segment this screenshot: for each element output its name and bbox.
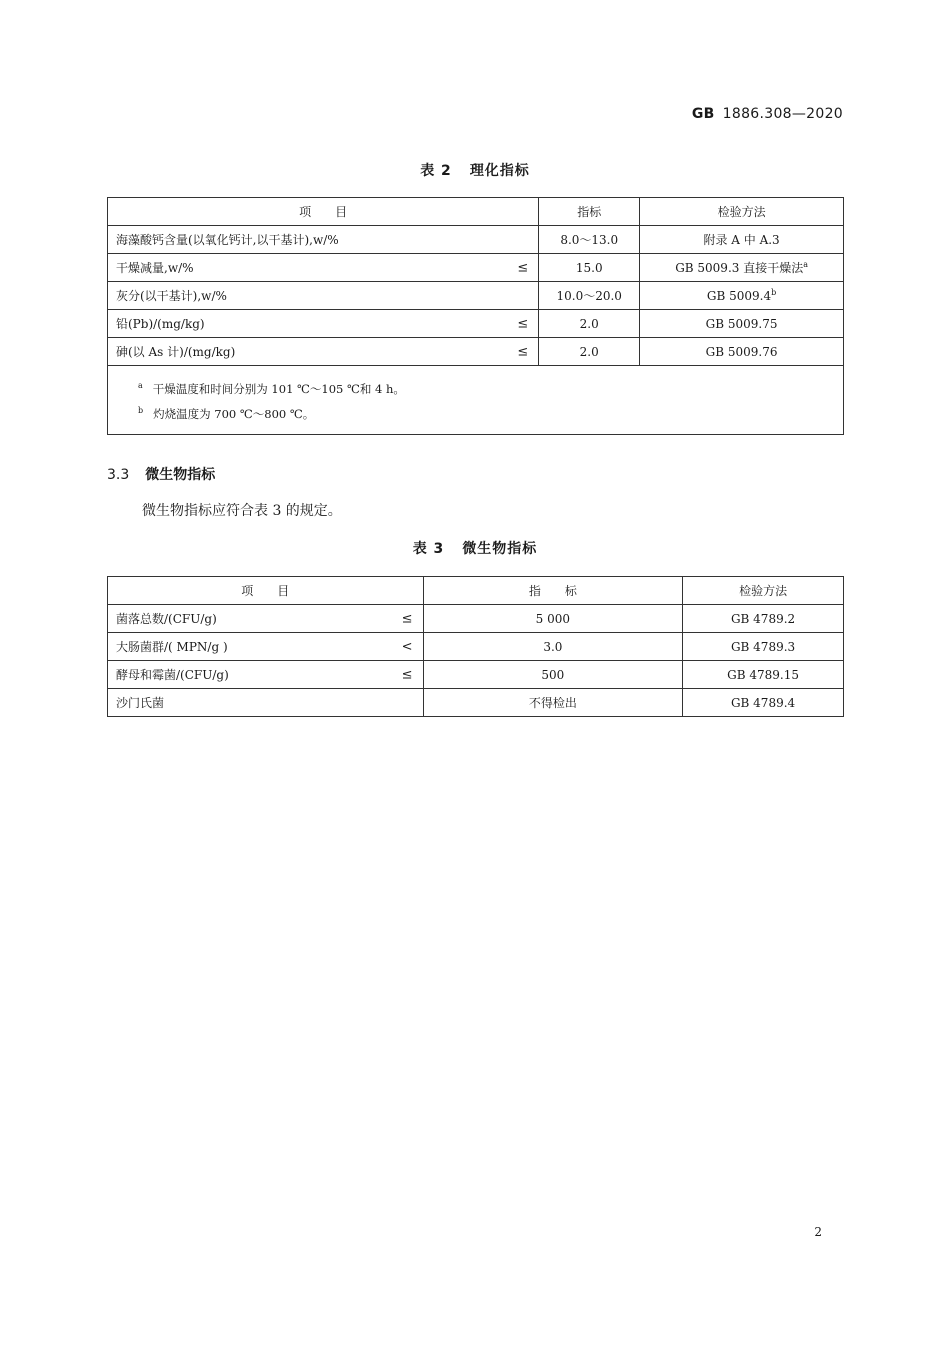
standard-code <box>692 106 843 122</box>
row-value: 5 000 <box>423 605 683 633</box>
method-text: GB 5009.3 直接干燥法 <box>675 261 804 275</box>
row-method: GB 4789.4 <box>683 689 844 717</box>
row-item <box>108 226 539 254</box>
row-item <box>108 310 539 338</box>
row-method <box>640 226 844 254</box>
row-method: GB 4789.2 <box>683 605 844 633</box>
table3-header-row <box>108 577 844 605</box>
table-row <box>108 661 844 689</box>
row-item <box>108 689 424 717</box>
table2-caption <box>0 160 950 180</box>
table3-caption-title: 微生物指标 <box>462 541 538 557</box>
row-item <box>108 661 424 689</box>
table-row <box>108 605 844 633</box>
table-row <box>108 254 844 282</box>
standard-number: 1886.308—2020 <box>722 106 843 122</box>
table2-caption-title: 理化指标 <box>469 163 530 179</box>
row-value: 不得检出 <box>423 689 683 717</box>
row-item <box>108 282 539 310</box>
item-text: 菌落总数/(CFU/g) <box>116 612 217 626</box>
item-text: 沙门氏菌 <box>116 696 165 710</box>
row-method <box>640 338 844 366</box>
table-row <box>108 689 844 717</box>
item-text: 灰分(以干基计),w/% <box>116 289 227 303</box>
table2-header-row <box>108 198 844 226</box>
comparison-symbol: ≤ <box>517 316 529 331</box>
table2-header-item: 项 目 <box>108 198 539 226</box>
table-row <box>108 310 844 338</box>
footnote-text: 干燥温度和时间分别为 101 ℃～105 ℃和 4 h。 <box>152 382 405 396</box>
standard-prefix: GB <box>691 106 715 122</box>
table-row <box>108 226 844 254</box>
table2-header-method: 检验方法 <box>640 198 844 226</box>
row-item <box>108 254 539 282</box>
footnote-ref: a <box>803 260 808 269</box>
table2-footnote-row <box>108 366 844 435</box>
table3-header-item: 项 目 <box>108 577 424 605</box>
section-heading <box>107 464 215 484</box>
row-method <box>640 254 844 282</box>
item-text: 干燥减量,w/% <box>116 261 194 275</box>
method-text: GB 5009.75 <box>705 316 778 331</box>
footnote-mark: b <box>138 406 144 415</box>
comparison-symbol: ≤ <box>401 667 413 682</box>
table3-caption <box>0 538 950 558</box>
row-item <box>108 605 424 633</box>
row-method: GB 4789.3 <box>683 633 844 661</box>
page-number: 2 <box>814 1225 822 1239</box>
comparison-symbol: ≤ <box>517 344 529 359</box>
footnote-ref: b <box>771 288 777 297</box>
row-value: 2.0 <box>539 338 640 366</box>
item-text: 海藻酸钙含量(以氧化钙计,以干基计),w/% <box>116 233 339 247</box>
table3-header-value: 指 标 <box>423 577 683 605</box>
table2-caption-number: 表 2 <box>420 163 452 179</box>
item-text: 酵母和霉菌/(CFU/g) <box>116 668 229 682</box>
row-value: 15.0 <box>539 254 640 282</box>
section-number: 3.3 <box>107 467 130 483</box>
footnote-b <box>138 400 813 425</box>
row-value: 10.0～20.0 <box>539 282 640 310</box>
row-item <box>108 338 539 366</box>
footnote-a <box>138 375 813 400</box>
comparison-symbol: ≤ <box>401 611 413 626</box>
row-method: GB 4789.15 <box>683 661 844 689</box>
table3-header-method: 检验方法 <box>683 577 844 605</box>
method-text: GB 5009.76 <box>705 344 778 359</box>
table3-caption-number: 表 3 <box>412 541 445 557</box>
table2-header-value: 指标 <box>539 198 640 226</box>
section-paragraph: 微生物指标应符合表 3 的规定。 <box>142 503 342 519</box>
table-row <box>108 282 844 310</box>
footnote-text: 灼烧温度为 700 ℃～800 ℃。 <box>153 406 315 421</box>
table-row <box>108 633 844 661</box>
row-method <box>640 282 844 310</box>
row-value: 3.0 <box>423 633 683 661</box>
item-text: 砷(以 As 计)/(mg/kg) <box>116 345 236 359</box>
method-text: GB 5009.4 <box>706 289 772 303</box>
method-text: 附录 A 中 A.3 <box>703 233 780 247</box>
section-title: 微生物指标 <box>145 467 216 483</box>
row-value: 500 <box>423 661 683 689</box>
comparison-symbol: ≤ <box>517 260 529 275</box>
item-text: 大肠菌群/( MPN/g ) <box>116 640 228 654</box>
row-value: 2.0 <box>539 310 640 338</box>
item-text: 铅(Pb)/(mg/kg) <box>116 317 205 331</box>
footnote-mark: a <box>138 381 143 391</box>
table2-footnotes <box>108 366 844 435</box>
row-item <box>108 633 424 661</box>
table2-physicochemical <box>107 197 844 435</box>
table-row <box>108 338 844 366</box>
comparison-symbol: < <box>401 639 413 654</box>
row-value: 8.0～13.0 <box>539 226 640 254</box>
row-method <box>640 310 844 338</box>
table3-microbiological <box>107 576 844 717</box>
